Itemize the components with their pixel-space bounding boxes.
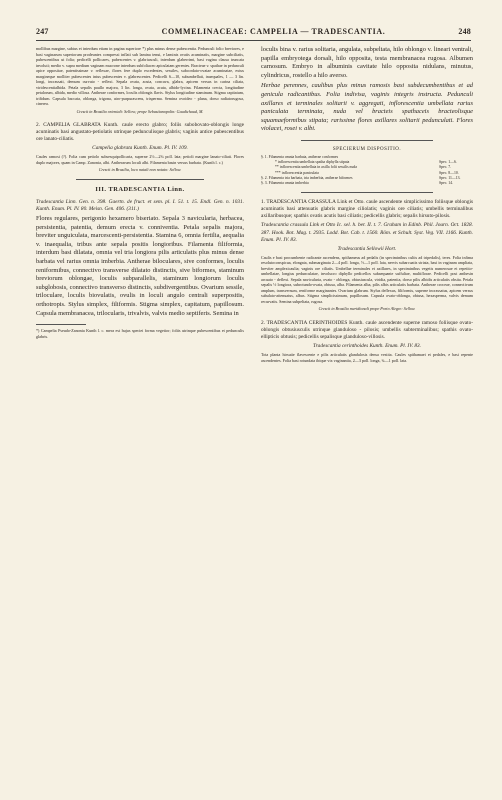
- genus-citation: Tradescantia Linn. Gen. n. 398. Gaertn. de fruct. et sem. pl. I. 51. t. 15. Endl. Gen. n. 1031. Kunth. Enum. Pl. IV. 80. Meisn. Gen. 406. (311.): [36, 198, 244, 212]
- genus-heading: III. TRADESCANTIA Linn.: [95, 185, 185, 193]
- section-divider: [76, 179, 204, 180]
- dispositio-heading: SPECIERUM DISPOSITIO.: [332, 146, 402, 152]
- species-diagnosis: 1. TRADESCANTIA CRASSULA Link et Otto. caule ascendente simplicissimo foliisque oblongis acuminatis basi attenuatis glabris margine ciliolatis; vaginis ore ciliatis; umbellis terminalibus axillaribusque; spathis ovatis acutis basi ciliatis; pedicellis glabris; sepalis hirsuto-pilosis.: [261, 199, 473, 220]
- synonym-citation: Tradescantia crassula Link et Otto Ic. sel. h. ber. II. t. 7. Graham in Edinb. Phil. Journ. Oct. 1828. 387. Hook. Bot. Mag. t. 2935. Lodd. Bot. Cab. t. 1560. Röm. et Schult. Syst. Veg. VII. 1166. Kunth. Enum. Pl. IV. 83.: [261, 222, 473, 243]
- right-column: [261, 46, 473, 760]
- running-title: COMMELINACEAE: CAMPELIA — TRADESCANTIA.: [161, 27, 386, 36]
- locality-note: Crescit in Brasilia meridionali prope Porto Alegre: Sellow.: [318, 306, 416, 312]
- paragraph: Tota planta hirsutie flavescente e pilis articulatis glandulosis densa vestita. Caules spithamaei et pedales, e basi repente ascendentes. Folia basi rotundata ibique vix vaginantia, 2—3 poll. longa, ¾—1 poll. lata.: [261, 352, 473, 363]
- key-row: §. 2. Filamenta tria barbata, tria imberbia, antherae biformes Spec. 11—13.: [261, 175, 461, 180]
- footnote: *) Campelia Pseudo-Zanonia Kunth l. c. mera est hujus speciei forma vegetior; foliis utrinque pubescentibus et pedunculis glabris.: [36, 328, 244, 339]
- key-row: §. 1. Filamenta omnia barbata, antherae conformes: [261, 154, 339, 159]
- page-number-right: 248: [458, 27, 471, 36]
- synonym-citation: Tradescantia Sellowii Hort.: [337, 245, 397, 252]
- paragraph: Caules ramosi (?). Folia cum petiolo subsesquipollicaria, superne 2½—2¾ poll. lata; petioli margine lanato-ciliati. Flores duplo majores, quam in Camp. Zanonia, albi. Antherarum loculi albi. Filamenta basin versus barbata. (Kunth l. c.): [36, 154, 244, 165]
- key-row: * inflorescentia umbellata spatha diphylla stipata Spec. 1—6.: [275, 160, 457, 165]
- genus-description-cont: loculis bina v. rarius solitaria, angulata, subpeltata, hilo oblongo v. lineari ventrali, papilla embryotega dorsali, hilo opposita, testa membranacea rugosa. Albumen carnosum. Embryo in albuminis cavitate hilo opposita nidulans, minutus, cylindricus, rostello a hilo averso.: [261, 46, 473, 79]
- species-key: [261, 155, 473, 186]
- synonym-citation: Campelia glabrata Kunth. Enum. Pl. IV. 109.: [92, 145, 188, 152]
- genus-description: Flores regulares, perigonio hexamero biseriato. Sepala 3 navicularia, herbacea, persistentia, patentia, demum erecta v. conniventia. Petala sepalis majora, breviter unguiculata, marcescenti-persistentia. Stamina 6, omnia fertilia, aequalia v. inaequalia, tribus ante sepala positis longioribus. Filamenta filiformia, interdum basi dilatata, omnia vel tria longiora pilis articulatis plus minus dense barbata vel rarius omnia imberbia. Antherae biloculares, sive conformes, loculis reniformibus, connectivo transverse dilatato distinctis, sive biformes, staminum breviorum oblongae, loculis subparallelis, staminum longiorum loculis subglobosis, connectivo transverso distinctis, subdivergentibus. Ovarium sessile, triloculare, loculis biovulatis, ovulis in loculi angulo centrali superpositis, orthotropis. Stylus simplex, filiformis. Stigma simplex, capitatum, papillosum. Capsula membranacea, trilocularis, trivalvis, valvis medio septiferis. Semina in: [36, 215, 244, 317]
- section-divider: [301, 140, 433, 141]
- key-row: *** inflorescentia paniculata Spec. 8—10.: [275, 170, 459, 175]
- key-row: §. 3. Filamenta omnia imberbia Spec. 14.: [261, 180, 454, 185]
- synonym-citation: Tradescantia cerinthoides Kunth. Enum. Pl. IV. 83.: [312, 343, 422, 350]
- left-column: [36, 46, 244, 760]
- species-diagnosis: 2. TRADESCANTIA CERINTHOIDES Kunth. caule ascendente superne ramoso foliisque ovato-oblongis obtusiusculis utrinque glanduloso - pilosis; umbellis subterminalibus; spathis ovato-ellipticis obtusis; pedicellis sepalisque glanduloso-villosis.: [261, 319, 473, 340]
- locality-note: Crescit in Brasilia orientali: Sellow; prope Sebastianopolin: Gaudichaud, M.: [76, 108, 204, 114]
- paragraph: Caulis e basi procumbente radicante ascendens, spithameus ad pedalis (in speciminibus cultis ad tripedalis), teres. Folia infima resolutoconspicua, elongata, submarginata 2—4 poll. longa, ½—1 poll. lata, nervis subarcuatis striata, basi in vaginam ampliata, breviter amplexicaulia; vaginis ore ciliatis. Umbellae terminales et axillares, in speciminibus vegetis numerosae et repetito-umbellatae, longius pedunculatae, involucro diphyllo pedicellos subaequante suffultae, multiflorae. Pedicelli post anthesin arcuato - deflexi. Sepala navicularia, ovato - oblonga, obtusiuscula, viridia, patentia, dorso pilis albidis articulatis obsita. Petala sepalis ½ longiora, subrotundo-ovata, obtusa, alba. Filamenta alba, pilis albis articulatis barbata. Antherae crocеae, connectivum amplum, transversum, reniforme marginantes. Ovarium glabrum. Stylus deflexus, filiformis, superne incrassatus, apicem versus subulato-attenuatus, albus. Stigma simplicissimum, papillosum. Capsula ovato-oblonga, obtusa, hexasperma, valvis demum recurvatis. Semina subpeltata, rugosa.: [261, 254, 473, 304]
- page-number-left: 247: [36, 27, 49, 36]
- species-diagnosis: 2. CAMPELIA GLABRATA Kunth. caule erecto glabro; foliis subobovato-oblongis longe acuminatis basi angustato-petiolatis utrinque pedunculisque glabris; vaginis antice pubescentibus ore lanato-ciliatis.: [36, 122, 244, 143]
- running-header: [36, 27, 471, 39]
- locality-note: Crescit in Brasilia, loco natali non notato: Sellow.: [98, 167, 182, 173]
- footnote-rule: [36, 324, 86, 325]
- key-row: ** inflorescentia umbellata in axilla folii sessilis nuda Spec. 7.: [275, 165, 452, 170]
- header-rule: [36, 40, 471, 41]
- paragraph: mollibus margine, subtus et interdum etiam in pagina superiore *) plus minus dense pubescentia. Pedunculi folio breviores, e basi vaginarum superiorum prodeuntes compressi inflati sub lamina tenui, e laminis ovatis acuminatis, margine subciliatis, pubescentibus ut folia; pedicelli pollicares, pubescentes v. glabriusculi, interdum glaberrimi, basi vagina clausa truncata involuti; medio v. supra medium vaginam mucrone interdum subfoliaceo apiculatam gerentes. Bracteae v. spathae in pedunculi apice oppositae, patentissimae v. reflexae, flores fere duplo excedentes, sessiles, subcordato-ovatae acuminatae, extus margineque molliter pubescentes intus pubescentes v. glabrescentes. Pedicelli 6—10, subumbellati, inaequales, 1 — 3 lin. longi, incrassati, demum curvato - reflexi. Sepala ovata, acuta, concava, glabra, apicem versus in carina ciliata, viridescentialbida. Petala sepalis paullo majora, 3 lin. longa, ovata, acuta, albido-lycina. Filamenta crecta, longitudine petalorum, albida, medio villosa. Antherae conformes, loculis oblongis flavis. Stylus longitudine staminum. Stigma capitatum, trifidum. Capsula baccata, oblonga, trigona, atro-purpurascens, trisperma. Semina ovoideo - plana, dorso radiatorugosa, cinerea.: [36, 46, 244, 106]
- section-divider: [301, 192, 433, 193]
- habit-description: Herbae perennes, caulibus plus minus ramosis basi subdecumbentibus et ad genicula radicantibus. Folia indivisa, vaginis integris instructa. Pedunculi axillares et terminales solitarii v. aggregati, inflorescentia umbellata rarius paniculata terminata, nuda vel bracteis spathaceis bracteolisque squamaeformibus stipata; rarissime flores axillares solitarii pedunculati. Flores violacei, rosei v. albi.: [261, 82, 473, 133]
